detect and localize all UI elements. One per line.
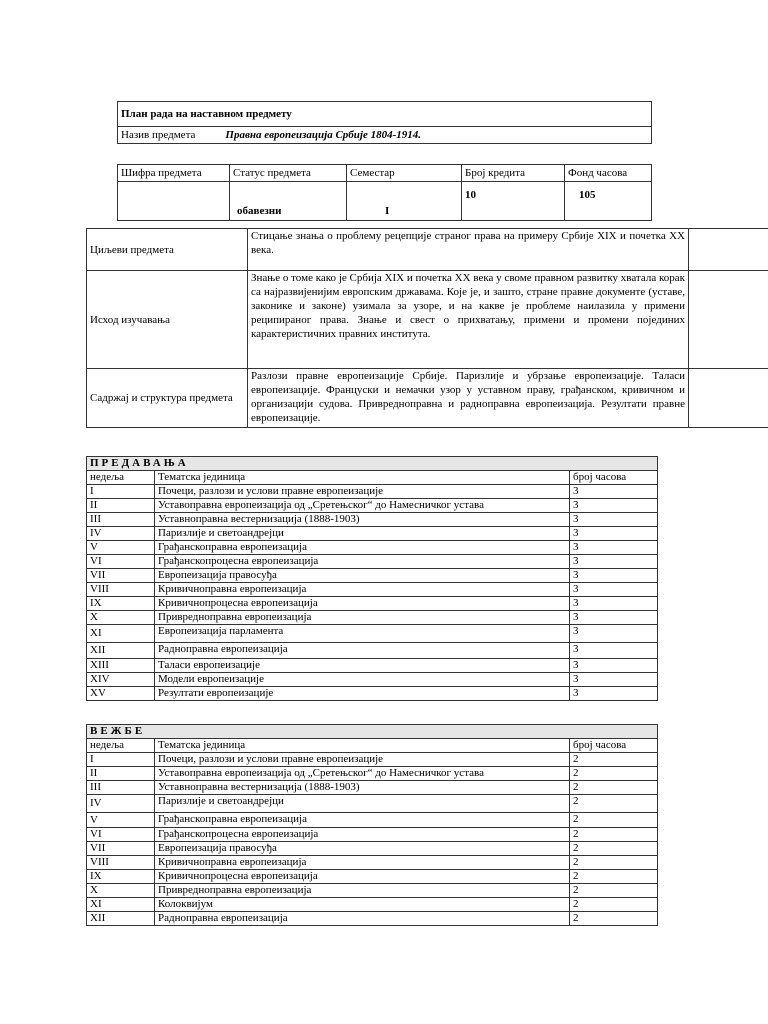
content-label: Садржај и структура предмета (87, 369, 248, 428)
week-cell: XII (87, 643, 155, 659)
hours-cell: 3 (570, 527, 658, 541)
table-row (87, 513, 658, 527)
table-row (87, 828, 658, 842)
exercises-col-week: недеља (87, 739, 155, 753)
week-cell: V (87, 813, 155, 828)
table-row (87, 611, 658, 625)
week-cell: XIII (87, 659, 155, 673)
table-row (87, 569, 658, 583)
topic-cell: Уставноправна вестернизација (1888-1903) (155, 781, 570, 795)
lectures-col-hours: број часова (570, 471, 658, 485)
topic-cell: Уставоправна европеизација од „Сретењског“ до Намесничког устава (155, 767, 570, 781)
week-cell: III (87, 513, 155, 527)
course-description-table (86, 228, 768, 428)
week-cell: VIII (87, 856, 155, 870)
course-name-label: Назив предмета (121, 129, 196, 141)
hours-cell: 3 (570, 541, 658, 555)
hours-cell: 2 (570, 856, 658, 870)
week-cell: VI (87, 555, 155, 569)
week-cell: I (87, 753, 155, 767)
topic-cell: Грађанскоправна европеизација (155, 541, 570, 555)
week-cell: XI (87, 898, 155, 912)
week-cell: X (87, 611, 155, 625)
hours-cell: 2 (570, 912, 658, 926)
goals-label: Циљеви предмета (87, 229, 248, 271)
hours-cell: 2 (570, 767, 658, 781)
week-cell: XII (87, 912, 155, 926)
exercises-col-topic: Тематска јединица (155, 739, 570, 753)
hours-cell: 3 (570, 659, 658, 673)
table-row (87, 795, 658, 813)
week-cell: X (87, 884, 155, 898)
hours-cell: 2 (570, 828, 658, 842)
info-header-semester: Семестар (347, 165, 462, 182)
topic-cell: Уставоправна европеизација од „Сретењског“ до Намесничког устава (155, 499, 570, 513)
topic-cell: Грађанскопроцесна европеизација (155, 555, 570, 569)
hours-cell: 2 (570, 884, 658, 898)
table-row (87, 898, 658, 912)
hours-cell: 3 (570, 583, 658, 597)
table-row (87, 485, 658, 499)
outcomes-extra-cell (689, 271, 768, 369)
hours-cell: 3 (570, 597, 658, 611)
week-cell: XV (87, 687, 155, 701)
topic-cell: Европеизација парламента (155, 625, 570, 643)
table-row (87, 813, 658, 828)
topic-cell: Радноправна европеизација (155, 643, 570, 659)
topic-cell: Кривичнопроцесна европеизација (155, 870, 570, 884)
course-name: Правна европеизација Србије 1804-1914. (225, 129, 422, 141)
outcomes-label: Исход изучавања (87, 271, 248, 369)
hours-cell: 3 (570, 513, 658, 527)
plan-header-table (117, 101, 652, 144)
week-cell: I (87, 485, 155, 499)
hours-cell: 2 (570, 781, 658, 795)
table-row (87, 884, 658, 898)
topic-cell: Грађанскоправна европеизација (155, 813, 570, 828)
table-row (87, 870, 658, 884)
week-cell: II (87, 499, 155, 513)
table-row (87, 541, 658, 555)
info-value-code (118, 182, 230, 221)
hours-cell: 3 (570, 499, 658, 513)
exercises-title: ВЕЖБЕ (87, 725, 658, 739)
week-cell: VIII (87, 583, 155, 597)
lectures-title: ПРЕДАВАЊА (87, 457, 658, 471)
exercises-col-hours: број часова (570, 739, 658, 753)
table-row (87, 781, 658, 795)
hours-cell: 3 (570, 687, 658, 701)
lectures-table (86, 456, 658, 701)
topic-cell: Кривичноправна европеизација (155, 583, 570, 597)
table-row (87, 625, 658, 643)
info-header-code: Шифра предмета (118, 165, 230, 182)
topic-cell: Привредноправна европеизација (155, 611, 570, 625)
hours-cell: 3 (570, 555, 658, 569)
week-cell: VII (87, 569, 155, 583)
table-row (87, 499, 658, 513)
week-cell: VI (87, 828, 155, 842)
week-cell: II (87, 767, 155, 781)
topic-cell: Модели европеизације (155, 673, 570, 687)
info-header-hours: Фонд часова (565, 165, 652, 182)
topic-cell: Паризлије и светоандрејци (155, 795, 570, 813)
info-value-semester: I (347, 182, 462, 221)
topic-cell: Почеци, разлози и услови правне европеизације (155, 485, 570, 499)
hours-cell: 2 (570, 842, 658, 856)
hours-cell: 2 (570, 898, 658, 912)
topic-cell: Радноправна европеизација (155, 912, 570, 926)
hours-cell: 2 (570, 795, 658, 813)
goals-text: Стицање знања о проблему рецепције страног права на примеру Србије XIX и почетка XX века. (248, 229, 689, 271)
info-value-status: обавезни (230, 182, 347, 221)
table-row (87, 527, 658, 541)
table-row (87, 643, 658, 659)
topic-cell: Почеци, разлози и услови правне европеизације (155, 753, 570, 767)
plan-heading: План рада на наставном предмету (118, 102, 652, 127)
hours-cell: 3 (570, 569, 658, 583)
lectures-col-topic: Тематска јединица (155, 471, 570, 485)
week-cell: III (87, 781, 155, 795)
lectures-col-week: недеља (87, 471, 155, 485)
content-text: Разлози правне европеизације Србије. Паризлије и убрзање европеизације. Таласи европеизације. Француски и немачки узор у уставном праву, грађанском, кривичном и организацији судова. Привреднoправна и раднoправна европеизација. Резултати правне европеизације. (248, 369, 689, 428)
topic-cell: Паризлије и светоандрејци (155, 527, 570, 541)
hours-cell: 3 (570, 611, 658, 625)
topic-cell: Грађанскопроцесна европеизација (155, 828, 570, 842)
outcomes-text: Знање о томе како је Србија XIX и почетка XX века у своме правном развитку хватала корак са најразвијенијим европским државама. Које је, и зашто, стране правне документе (уставе, законике и законе) узимала за узоре, и на какве је проблеме наилазила у примени реципираног права. Знање и свест о прихватању, примени и промени појединих карактеристичних правних института. (248, 271, 689, 369)
course-info-table (117, 164, 652, 221)
week-cell: IV (87, 795, 155, 813)
hours-cell: 3 (570, 643, 658, 659)
week-cell: XI (87, 625, 155, 643)
week-cell: IX (87, 597, 155, 611)
topic-cell: Кривичнопроцесна европеизација (155, 597, 570, 611)
hours-cell: 2 (570, 870, 658, 884)
table-row (87, 842, 658, 856)
hours-cell: 2 (570, 753, 658, 767)
topic-cell: Европеизација правосуђа (155, 842, 570, 856)
goals-extra-cell (689, 229, 768, 271)
hours-cell: 2 (570, 813, 658, 828)
table-row (87, 673, 658, 687)
topic-cell: Колоквијум (155, 898, 570, 912)
week-cell: IV (87, 527, 155, 541)
table-row (87, 583, 658, 597)
table-row (87, 856, 658, 870)
table-row (87, 555, 658, 569)
info-value-hours: 105 (565, 182, 652, 221)
table-row (87, 767, 658, 781)
table-row (87, 912, 658, 926)
exercises-table (86, 724, 658, 926)
table-row (87, 687, 658, 701)
hours-cell: 3 (570, 485, 658, 499)
content-extra-cell (689, 369, 768, 428)
topic-cell: Резултати европеизације (155, 687, 570, 701)
info-header-credits: Број кредита (462, 165, 565, 182)
topic-cell: Привредноправна европеизација (155, 884, 570, 898)
hours-cell: 3 (570, 673, 658, 687)
table-row (87, 597, 658, 611)
week-cell: VII (87, 842, 155, 856)
table-row (87, 753, 658, 767)
week-cell: XIV (87, 673, 155, 687)
course-name-row (118, 127, 652, 144)
topic-cell: Кривичноправна европеизација (155, 856, 570, 870)
table-row (87, 659, 658, 673)
info-value-credits: 10 (462, 182, 565, 221)
topic-cell: Уставноправна вестернизација (1888-1903) (155, 513, 570, 527)
topic-cell: Таласи европеизације (155, 659, 570, 673)
hours-cell: 3 (570, 625, 658, 643)
week-cell: IX (87, 870, 155, 884)
info-header-status: Статус предмета (230, 165, 347, 182)
topic-cell: Европеизација правосуђа (155, 569, 570, 583)
week-cell: V (87, 541, 155, 555)
